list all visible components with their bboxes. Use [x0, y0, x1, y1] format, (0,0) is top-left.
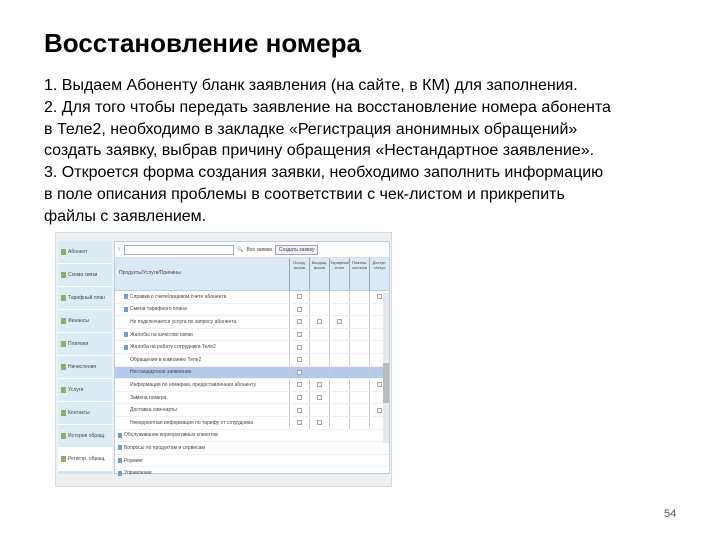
checkbox-cell[interactable] [309, 392, 329, 404]
checkbox[interactable] [377, 408, 382, 413]
checkbox-cell [329, 341, 349, 353]
row-name [115, 458, 389, 464]
checkbox-cell [329, 354, 349, 366]
slide-title: Восстановление номера [44, 28, 361, 58]
row-name [115, 432, 389, 438]
body-line: 3. Откроется форма создания заявки, необходимо заполнить информацию [44, 164, 604, 182]
body-line: в поле описания проблемы в соответствии с чек-листом и прикрепить [44, 185, 565, 203]
tree-row[interactable] [115, 316, 389, 329]
tree-row[interactable] [115, 417, 389, 430]
sidebar-item-label: Абонент [68, 249, 88, 255]
checkbox-cell[interactable] [289, 392, 309, 404]
sidebar-item[interactable] [58, 448, 112, 471]
checkbox-cell [329, 367, 349, 379]
checkbox[interactable] [297, 395, 302, 400]
tree-row[interactable] [115, 467, 389, 480]
checkbox-cell [349, 291, 369, 303]
tree-row[interactable] [115, 329, 389, 342]
row-name [115, 382, 289, 388]
checkbox-cell[interactable] [289, 404, 309, 416]
tree-row[interactable] [115, 354, 389, 367]
sidebar-item-label: Тарифный план [68, 295, 106, 301]
row-label: Информация по номерам, предоставленная абоненту [130, 381, 257, 388]
checkbox[interactable] [377, 382, 382, 387]
body-line: 1. Выдаем Абоненту бланк заявления (на сайте, в КМ) для заполнения. [44, 77, 578, 94]
sidebar-item-label: Платежи [68, 341, 89, 347]
sidebar-item[interactable] [58, 310, 112, 333]
checkbox-cell[interactable] [309, 316, 329, 328]
row-label: Жалобы на качество связи [130, 331, 193, 338]
checkbox[interactable] [297, 370, 302, 375]
scrollbar-thumb[interactable] [383, 363, 389, 403]
checkbox-cell [309, 404, 329, 416]
tree-header [115, 258, 389, 291]
sidebar-item-label: Схема связи [68, 272, 98, 278]
checkbox-cell[interactable] [309, 417, 329, 429]
section-icon [61, 410, 66, 416]
tree-row[interactable] [115, 291, 389, 304]
body-line: в Теле2, необходимо в закладке «Регистрация анонимных обращений» [44, 120, 578, 138]
checkbox[interactable] [297, 357, 302, 362]
checkbox[interactable] [317, 319, 322, 324]
checkbox-cell [349, 404, 369, 416]
checkbox-cell [329, 379, 349, 391]
checkbox-cell[interactable] [289, 316, 309, 328]
checkbox-cell[interactable] [289, 341, 309, 353]
row-label: Управление [124, 470, 152, 477]
checkbox-cell [329, 291, 349, 303]
slide-body [44, 75, 694, 228]
checkbox[interactable] [297, 345, 302, 350]
sidebar-item-label: Финансы [68, 318, 89, 324]
checkbox-cell [329, 392, 349, 404]
checkbox-cell [309, 354, 329, 366]
folder-icon [124, 294, 128, 299]
section-icon [61, 387, 66, 393]
section-icon [61, 433, 66, 439]
body-line: создать заявку, выбрав причину обращения «Нестандартное заявление». [44, 142, 595, 160]
checkbox[interactable] [297, 294, 302, 299]
section-icon [61, 341, 66, 347]
checkbox-cell [309, 291, 329, 303]
row-name [115, 407, 289, 413]
section-icon [61, 249, 66, 255]
tree-row[interactable] [115, 367, 389, 380]
row-label: Не подключается услуга по запросу абонента [130, 318, 237, 325]
section-icon [61, 456, 66, 462]
section-icon [61, 272, 66, 278]
tree-rows [115, 291, 389, 480]
checkbox-cell [349, 316, 369, 328]
tree-row[interactable] [115, 442, 389, 455]
page-number: 54 [664, 508, 677, 520]
header-name: Продукты/Услуги/Причины [119, 270, 181, 276]
folder-icon [118, 471, 122, 476]
search-icon[interactable]: 🔍 [237, 246, 244, 253]
search-input[interactable] [124, 245, 234, 255]
row-name [115, 306, 289, 312]
row-label: Некорректная информация по тарифу от сотрудника [130, 419, 254, 426]
scrollbar[interactable] [383, 293, 389, 443]
create-request-button[interactable]: Создать заявку [275, 245, 319, 255]
row-name [115, 357, 289, 363]
checkbox-cell [349, 392, 369, 404]
sidebar-item-label: История обращ. [68, 433, 106, 439]
row-label: Жалоба на работу сотрудника Теле2 [130, 344, 216, 351]
up-icon[interactable]: ⇧ [117, 246, 122, 253]
checkbox-cell [349, 304, 369, 316]
checkbox[interactable] [317, 395, 322, 400]
folder-icon [124, 332, 128, 337]
tree-row[interactable] [115, 392, 389, 405]
row-name [115, 470, 389, 476]
row-name [115, 369, 289, 375]
checkbox[interactable] [297, 319, 302, 324]
header-col: Доступ. статус [369, 258, 389, 290]
checkbox-cell[interactable] [289, 329, 309, 341]
checkbox[interactable] [317, 420, 322, 425]
checkbox-cell [349, 341, 369, 353]
embedded-screenshot [55, 232, 392, 487]
checkbox-cell[interactable] [289, 379, 309, 391]
header-col: Тарифный план [329, 258, 349, 290]
row-label: Смена тарифного плана [130, 306, 187, 313]
checkbox-cell[interactable] [329, 316, 349, 328]
row-label: Справки о счете/лицевом счете абонента [130, 293, 227, 300]
tree-row[interactable] [115, 379, 389, 392]
checkbox-cell[interactable] [289, 304, 309, 316]
checkbox-cell[interactable] [289, 291, 309, 303]
sidebar-item-label: Начисления [68, 364, 97, 370]
checkbox-cell [349, 354, 369, 366]
tree-row[interactable] [115, 304, 389, 317]
row-name [115, 319, 289, 325]
sidebar-item[interactable] [58, 287, 112, 310]
reason-tree-panel [114, 241, 390, 477]
row-label: Нестандартное заявление [130, 369, 192, 376]
sidebar-item[interactable] [58, 241, 112, 264]
row-label: Обращения в компанию Теле2 [130, 356, 202, 363]
sidebar-item-label: Контакты [68, 410, 90, 416]
checkbox-cell [349, 379, 369, 391]
row-name [115, 344, 289, 350]
checkbox[interactable] [377, 294, 382, 299]
folder-icon [118, 433, 122, 438]
checkbox-cell [349, 329, 369, 341]
row-label: Замена номера [130, 394, 167, 401]
body-line: 2. Для того чтобы передать заявление на восстановление номера абонента [44, 98, 611, 116]
sidebar-item-label: Регистр. обращ. [68, 456, 106, 462]
checkbox-cell [309, 329, 329, 341]
folder-icon [124, 345, 128, 350]
checkbox-cell [329, 304, 349, 316]
checkbox[interactable] [297, 408, 302, 413]
checkbox[interactable] [297, 420, 302, 425]
sidebar-item[interactable] [58, 425, 112, 448]
checkbox-cell[interactable] [289, 417, 309, 429]
checkbox[interactable] [297, 307, 302, 312]
checkbox-cell[interactable] [289, 354, 309, 366]
sidebar-item[interactable] [58, 264, 112, 287]
folder-icon [118, 445, 122, 450]
tree-row[interactable] [115, 455, 389, 468]
sidebar-item[interactable] [58, 356, 112, 379]
sidebar-item-label: Услуги [68, 387, 84, 393]
folder-icon [118, 458, 122, 463]
checkbox-cell[interactable] [289, 367, 309, 379]
section-icon [61, 295, 66, 301]
section-icon [61, 318, 66, 324]
checkbox-cell [309, 304, 329, 316]
row-name [115, 395, 289, 401]
checkbox[interactable] [317, 382, 322, 387]
header-col: Входящ. вызов [309, 258, 329, 290]
toolbar [115, 242, 389, 258]
checkbox[interactable] [297, 382, 302, 387]
checkbox[interactable] [337, 319, 342, 324]
tree-row[interactable] [115, 430, 389, 443]
sidebar [58, 241, 112, 474]
row-label: Вопросы по продуктам и сервисам [124, 444, 205, 451]
row-label: Роуминг [124, 457, 144, 464]
checkbox-cell [329, 329, 349, 341]
checkbox-cell [349, 417, 369, 429]
folder-icon [124, 307, 128, 312]
row-name [115, 420, 289, 426]
row-name [115, 445, 389, 451]
row-label: Доставка сим-карты [130, 407, 177, 414]
row-label: Обслуживание корпоративных клиентов [124, 432, 218, 439]
checkbox-cell [329, 417, 349, 429]
tree-row[interactable] [115, 341, 389, 354]
sidebar-item[interactable] [58, 333, 112, 356]
sidebar-item[interactable] [58, 402, 112, 425]
checkbox-cell[interactable] [309, 379, 329, 391]
tree-row[interactable] [115, 404, 389, 417]
mode-label: Все заявки [246, 246, 272, 253]
checkbox-cell [349, 367, 369, 379]
row-name [115, 332, 289, 338]
body-line: файлы с заявлением. [44, 207, 207, 225]
row-name [115, 294, 289, 300]
checkbox-cell [309, 341, 329, 353]
header-col: Исход. вызов [289, 258, 309, 290]
checkbox-cell [329, 404, 349, 416]
header-col: Платеж. система [349, 258, 369, 290]
section-icon [61, 364, 66, 370]
checkbox[interactable] [297, 332, 302, 337]
sidebar-item[interactable] [58, 379, 112, 402]
checkbox-cell [309, 367, 329, 379]
